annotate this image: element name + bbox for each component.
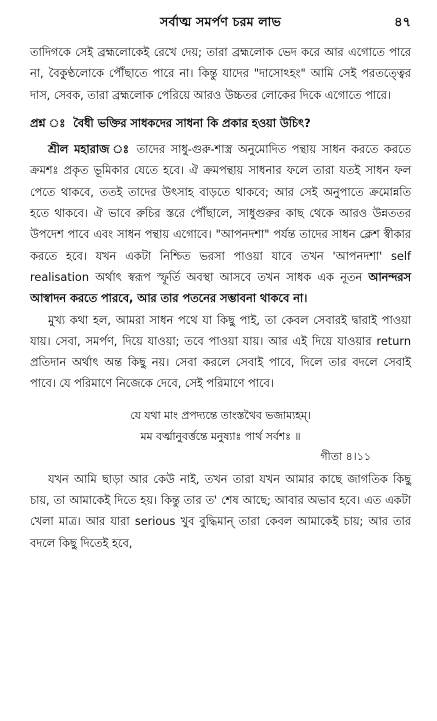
answer-paragraph [30, 139, 411, 309]
verse-block [30, 405, 411, 447]
paragraph-seva: মুখ্য কথা হল, আমরা সাধন পথে যা কিছু পাই, তা কেবল সেবারই দ্বারাই পাওয়া যায়। সেবা, সমর্পণ, দিয়ে যাওয়া; তবে পাওয়া যায়। আর এই দিয়ে যাওয়ার return প্রতিদান অর্থাৎ অন্ত কিছু নয়। সেবা করলে সেবাই পাবে, দিলে তার বদলে সেবাই পাবে। যে পরিমাণে নিজেকে দেবে, সেই পরিমাণে পাবে। [30, 313, 411, 391]
running-title: সর্বাত্ম সমর্পণ চরম লাভ [160, 14, 281, 29]
page-header [30, 0, 411, 34]
page-body [30, 42, 411, 554]
verse-line-2: মম বর্ত্মানুবর্ত্তন্তে মনুষ্যাঃ পার্থ সর্বশঃ ॥ [140, 429, 301, 443]
answer-bold-text: আনন্দরস আস্বাদন করতে পারবে, আর তার পতনের সম্ভাবনা থাকবে না। [30, 270, 411, 306]
verse-citation: গীতা ৪।১১ [320, 449, 371, 463]
answer-text: তাদের সাধু-গুরু-শাস্ত্র অনুমোদিত পন্থায় সাধন করতে করতে ক্রমশঃ প্রকৃত ভূমিকার যেতে হবে। ঐ ক্রমপন্থায় সাধনার ফলে তারা যতই সাধন ফল পেতে থাকবে, ততই তাদের উৎসাহ বাড়তে থাকবে; আর সেই অনুপাতে ক্রমোন্নতি হতে থাকবে। ঐ ভাবে রুচির স্তরে পৌঁছালে, সাধুগুরুর কাছ থেকে আরও উন্নততর উপদেশ পাবে এবং সাধন পন্থায় এগোবে। "আপনদশা" পর্যন্ত তাদের সাধন ক্লেশ স্বীকার করতে হবে। যখন একটা নিশ্চিত ভরসা পাওয়া যাবে তখন 'আপনদশা' self realisation অর্থাৎ স্বরূপ স্ফূর্তি অবস্থা আসবে তখন সাধক এক নূতন [30, 143, 411, 284]
verse-line-1: যে যথা মাং প্রপদ্যন্তে তাংস্তথৈব ভজাম্যহম্। [130, 408, 311, 422]
paragraph-continued: তাদিগকে সেই ব্রহ্মলোকেই রেখে দেয়; তারা ব্রহ্মলোক ভেদ করে আর এগোতে পারে না, বৈকুণ্ঠলোকে পৌঁছাতে পারে না। কিন্তু যাদের "দাসোঽহং" আমি সেই পরতত্ত্বের দাস, সেবক, তারা ব্রহ্মলোক পেরিয়ে আরও উচ্চতর লোকের দিকে এগোতে পারে। [30, 46, 411, 102]
paragraph-final: যখন আমি ছাড়া আর কেউ নাই, তখন তারা যখন আমার কাছে জাগতিক কিছু চায়, তা আমাকেই দিতে হয়। কিন্তু তার ত' শেষ আছে; আবার অভাব হবে। এত একটা খেলা মাত্র। আর যারা serious খুব বুদ্ধিমান্ তারা কেবল আমাকেই চায়; আর তার বদলে কিছু দিতেই হবে, [30, 472, 411, 550]
answer-speaker: শ্রীল মহারাজ ঃ [48, 143, 131, 157]
question-paragraph [30, 113, 411, 134]
page-number: ৪৭ [394, 15, 411, 30]
question-label: প্রশ্ন ঃ [30, 116, 66, 130]
question-text: বৈধী ভক্তির সাধকদের সাধনা কি প্রকার হওয়া উচিৎ? [73, 116, 311, 130]
